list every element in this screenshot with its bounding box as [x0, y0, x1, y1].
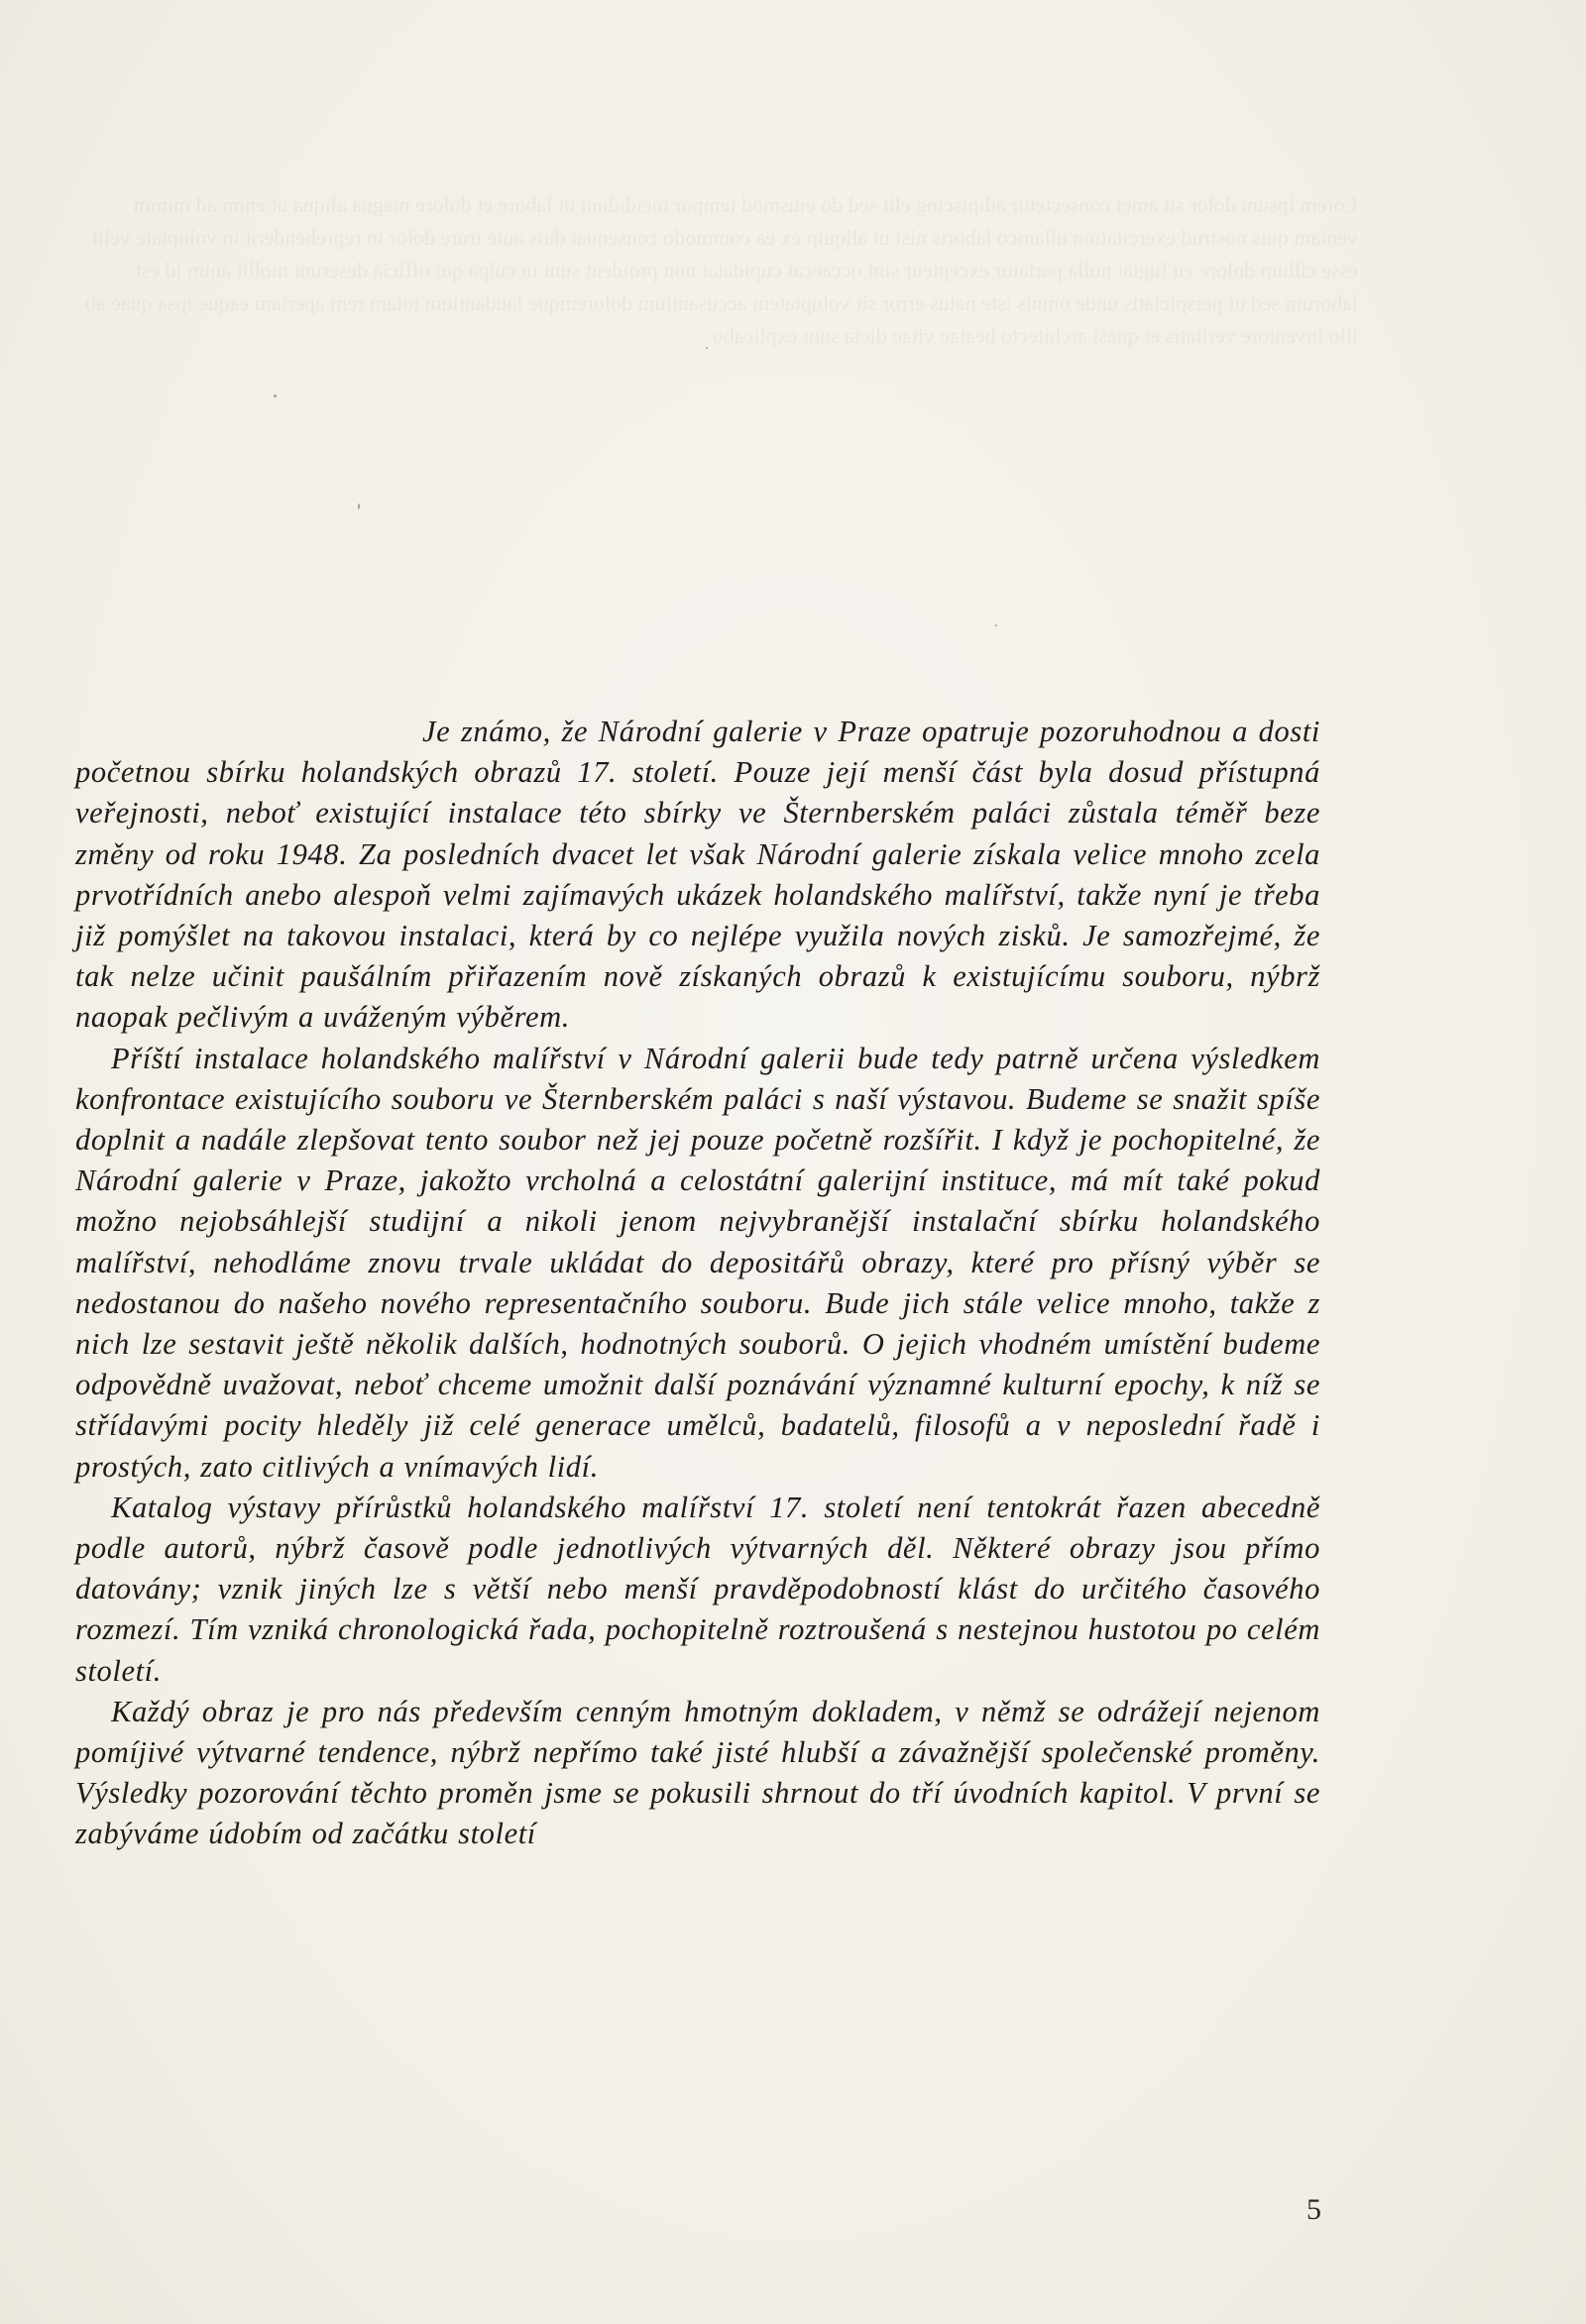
- paper-speck: [706, 347, 708, 349]
- paragraph-2: Příští instalace holandského malířství v Národní galerii bude tedy patrně určena výsledkem konfrontace existujícího souboru ve Šternberském paláci s naší výstavou. Budeme se snažit spíše doplnit a nadále zlepšovat tento soubor než jej pouze početně rozšířit. I když je pochopitelné, že Národní galerie v Praze, jakožto vrcholná a celostátní galerijní instituce, má mít také pokud možno nejobsáhlejší studijní a nikoli jenom nejvybranější instalační sbírku holandského malířství, nehodláme znovu trvale ukládat do depositářů obrazy, které pro přísný výběr se nedostanou do našeho nového representačního souboru. Bude jich stále velice mnoho, takže z nich lze sestavit ještě několik dalších, hodnotných souborů. O jejich vhodném umístění budeme odpovědně uvažovat, neboť chceme umožnit další poznávání významné kulturní epochy, k níž se střídavými pocity hleděly již celé generace umělců, badatelů, filosofů a v neposlední řadě i prostých, zato citlivých a vnímavých lidí.: [75, 1041, 1320, 1484]
- paper-speck: [995, 624, 997, 626]
- paragraph-4: Každý obraz je pro nás především cenným hmotným dokladem, v němž se odrážejí nejenom pomíjivé výtvarné tendence, nýbrž nepřímo také jisté hlubší a závažnější společenské proměny. Výsledky pozorování těchto proměn jsme se pokusili shrnout do tří úvodních kapitol. V první se zabýváme údobím od začátku století: [75, 1694, 1320, 1851]
- body-text: [75, 712, 1320, 1855]
- paper-speck: [274, 394, 277, 397]
- paragraph-1: Je známo, že Národní galerie v Praze opatruje pozoruhodnou a dosti početnou sbírku holandských obrazů 17. století. Pouze její menší část byla dosud přístupná veřejnosti, neboť existující instalace této sbírky ve Šternberském paláci zůstala téměř beze změny od roku 1948. Za posledních dvacet let však Národní galerie získala velice mnoho zcela prvotřídních anebo alespoň velmi zajímavých ukázek holandského malířství, takže nyní je třeba již pomýšlet na takovou instalaci, která by co nejlépe využila nových zisků. Je samozřejmé, že tak nelze učinit paušálním přiřazením nově získaných obrazů k existujícímu souboru, nýbrž naopak pečlivým a uváženým výběrem.: [75, 715, 1320, 1035]
- page-number: 5: [1306, 2193, 1321, 2226]
- show-through-bleed: [69, 188, 1358, 486]
- paragraph-3: Katalog výstavy přírůstků holandského malířství 17. století není tentokrát řazen abecedně podle autorů, nýbrž časově podle jednotlivých výtvarných děl. Některé obrazy jsou přímo datovány; vznik jiných lze s větší nebo menší pravděpodobností klást do určitého časového rozmezí. Tím vzniká chronologická řada, pochopitelně roztroušená s nestejnou hustotou po celém století.: [75, 1490, 1320, 1688]
- paper-speck: [358, 503, 360, 509]
